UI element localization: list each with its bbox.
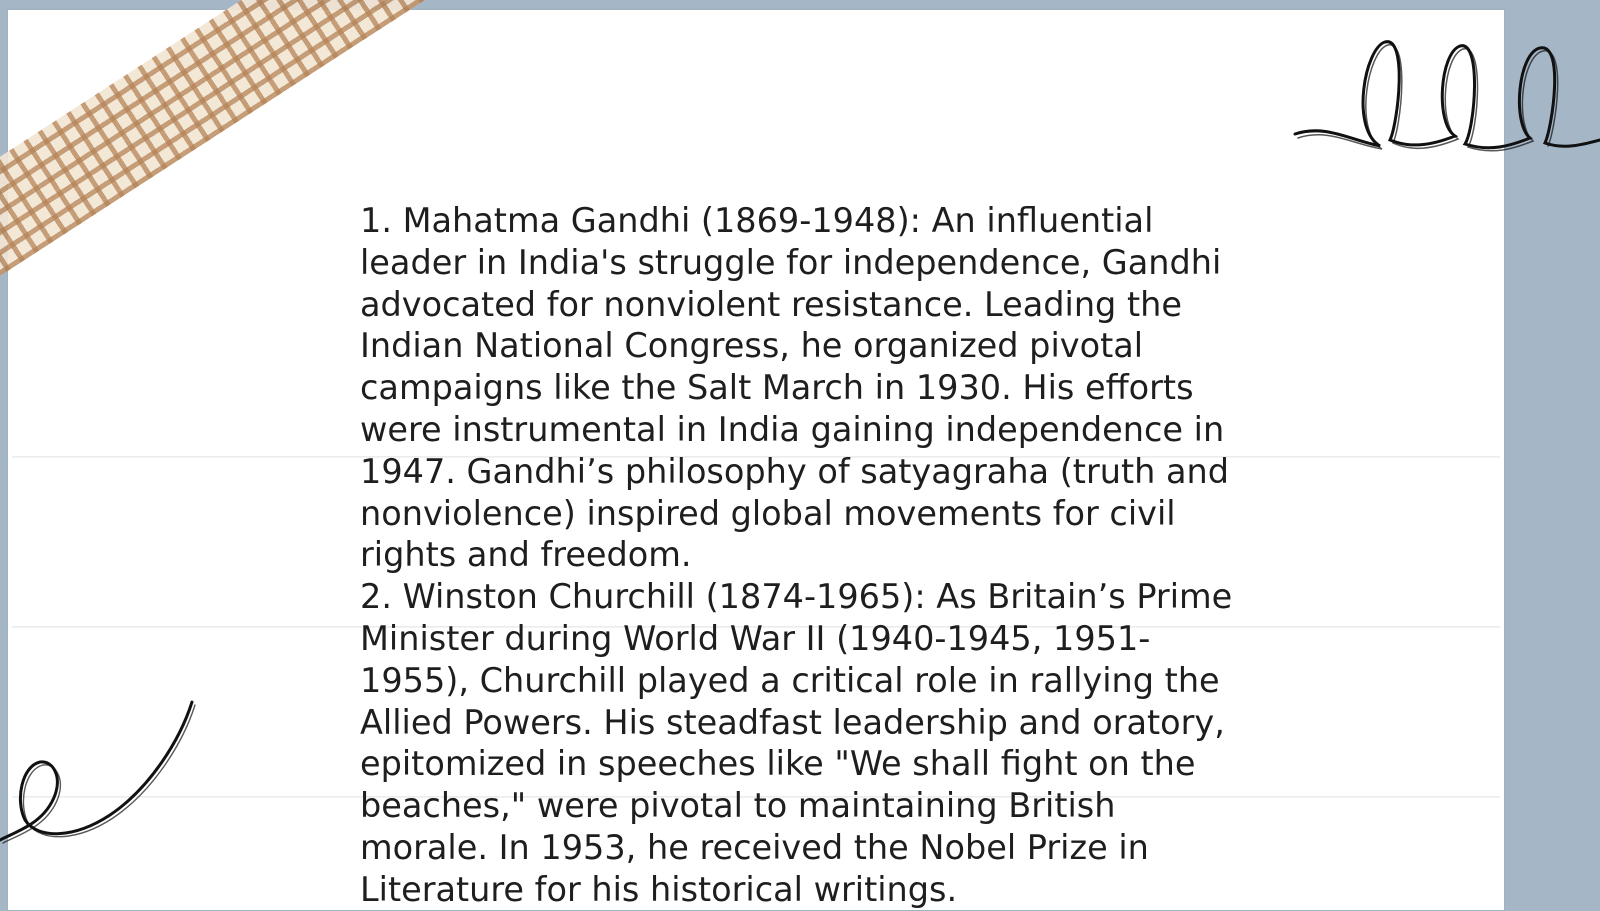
loop-doodle-icon	[1290, 28, 1600, 168]
check-swirl-doodle-icon	[0, 690, 200, 850]
document-text	[360, 200, 1240, 911]
list-item: 2. Winston Churchill (1874-1965): As Britain’s Prime Minister during World War II (1940-1945, 1951-1955), Churchill played a critical role in rallying the Allied Powers. His steadfast leadership and oratory, epitomized in speeches like "We shall fight on the beaches," were pivotal to maintaining British morale. In 1953, he received the Nobel Prize in Literature for his historical writings.	[360, 577, 1233, 909]
list-item: 1. Mahatma Gandhi (1869-1948): An influential leader in India's struggle for independence, Gandhi advocated for nonviolent resistance. Leading the Indian National Congress, he organized pivotal campaigns like the Salt March in 1930. His efforts were instrumental in India gaining independence in 1947. Gandhi’s philosophy of satyagraha (truth and nonviolence) inspired global movements for civil rights and freedom.	[360, 201, 1229, 575]
